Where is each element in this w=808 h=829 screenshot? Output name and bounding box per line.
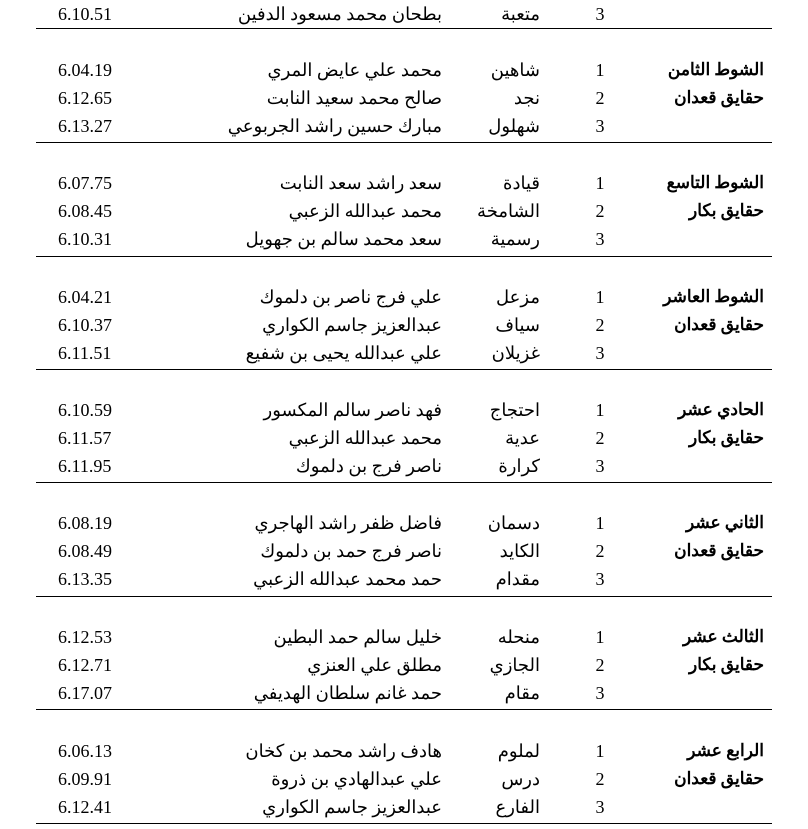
rank-number: 1 [595,60,605,80]
race-category: حقايق بكار [689,428,764,447]
table-row [0,84,808,112]
owner-name: علي عبدالهادي بن ذروة [271,769,442,789]
rank-number: 1 [595,741,605,761]
owner-name: علي فرج ناصر بن دلموك [259,287,442,307]
camel-name: متعبة [501,4,540,24]
rank-number: 1 [595,173,605,193]
section-divider [36,369,772,370]
owner-name: عبدالعزيز جاسم الكواري [262,797,442,817]
race-category: حقايق قعدان [674,88,764,107]
owner-name: فاضل ظفر راشد الهاجري [254,513,442,533]
camel-name: مقام [504,683,540,703]
rank-number: 3 [595,456,605,476]
table-row [0,396,808,424]
rank-number: 1 [595,400,605,420]
section-divider [36,142,772,143]
race-title: الثالث عشر [682,627,764,646]
rank-number: 2 [595,655,605,675]
owner-name: حمد محمد عبدالله الزعبي [253,569,442,589]
race-category: حقايق بكار [689,655,764,674]
rank-number: 2 [595,88,605,108]
race-time: 6.12.65 [58,88,112,108]
rank-number: 3 [595,569,605,589]
rank-number: 2 [595,428,605,448]
owner-name: علي عبدالله يحيى بن شفيع [245,343,442,363]
owner-name: محمد عبدالله الزعبي [288,201,442,221]
camel-name: دسمان [487,513,540,533]
race-time: 6.08.45 [58,201,112,221]
owner-name: سعد محمد سالم بن جهويل [245,229,442,249]
race-time: 6.08.19 [58,513,112,533]
table-row [0,339,808,367]
table-row [0,56,808,84]
owner-name: خليل سالم حمد البطين [273,627,442,647]
camel-name: كرارة [498,456,540,476]
race-time: 6.10.59 [58,400,112,420]
owner-name: هادف راشد محمد بن كخان [245,741,442,761]
table-row [0,737,808,765]
rank-number: 3 [595,343,605,363]
camel-name: نجد [513,88,540,108]
camel-name: منحله [497,627,540,647]
rank-number: 2 [595,769,605,789]
table-row [0,112,808,140]
rank-number: 1 [595,287,605,307]
table-row [0,793,808,821]
race-time: 6.13.27 [58,116,112,136]
owner-name: عبدالعزيز جاسم الكواري [262,315,442,335]
camel-name: درس [501,769,540,789]
race-category: حقايق قعدان [674,769,764,788]
camel-name: قيادة [503,173,540,193]
section-divider [36,256,772,257]
race-time: 6.12.53 [58,627,112,647]
owner-name: صالح محمد سعيد النابت [266,88,442,108]
rank-number: 2 [595,201,605,221]
table-row [0,651,808,679]
table-row [0,765,808,793]
camel-name: مزعل [496,287,540,307]
owner-name: محمد عبدالله الزعبي [288,428,442,448]
race-title: الحادي عشر [678,400,764,419]
camel-name: الكايد [499,541,540,561]
race-time: 6.07.75 [58,173,112,193]
rank-number: 3 [595,797,605,817]
table-row [0,424,808,452]
rank-number: 3 [595,116,605,136]
race-time: 6.06.13 [58,741,112,761]
section-divider [36,709,772,710]
camel-name: الفارع [495,797,540,817]
race-time: 6.17.07 [58,683,112,703]
race-time: 6.10.37 [58,315,112,335]
camel-name: لملوم [497,741,540,761]
table-row [0,283,808,311]
race-time: 6.09.91 [58,769,112,789]
table-row [0,509,808,537]
owner-name: ناصر فرج حمد بن دلموك [260,541,442,561]
table-row [0,311,808,339]
camel-name: الشامخة [477,201,540,221]
owner-name: بطحان محمد مسعود الدفين [237,4,442,24]
camel-name: سياف [495,315,540,335]
race-time: 6.04.19 [58,60,112,80]
table-row [0,197,808,225]
table-row [0,0,808,28]
race-time: 6.04.21 [58,287,112,307]
table-row [0,565,808,593]
race-category: حقايق قعدان [674,315,764,334]
camel-name: غزيلان [491,343,540,363]
section-divider [36,823,772,824]
table-row [0,623,808,651]
owner-name: محمد علي عايض المري [267,60,442,80]
camel-name: مقدام [495,569,540,589]
race-time: 6.13.35 [58,569,112,589]
race-time: 6.11.57 [58,428,112,448]
race-title: الشوط العاشر [663,287,764,306]
race-time: 6.11.51 [58,343,112,363]
camel-name: شهلول [488,116,540,136]
race-title: الشوط التاسع [666,173,764,192]
rank-number: 3 [595,4,605,24]
section-divider [36,482,772,483]
table-row [0,679,808,707]
race-time: 6.12.41 [58,797,112,817]
race-category: حقايق بكار [689,201,764,220]
rank-number: 3 [595,229,605,249]
race-time: 6.12.71 [58,655,112,675]
camel-name: عدية [505,428,540,448]
table-row [0,169,808,197]
race-time: 6.11.95 [58,456,112,476]
rank-number: 1 [595,513,605,533]
camel-name: الجازي [489,655,540,675]
camel-name: شاهين [490,60,540,80]
race-time: 6.10.51 [58,4,112,24]
rank-number: 2 [595,541,605,561]
owner-name: حمد غانم سلطان الهديفي [253,683,442,703]
section-divider [36,28,772,29]
camel-name: احتجاج [489,400,540,420]
table-row [0,537,808,565]
race-title: الرابع عشر [687,741,764,760]
owner-name: فهد ناصر سالم المكسور [263,400,442,420]
owner-name: سعد راشد سعد النابت [279,173,442,193]
rank-number: 1 [595,627,605,647]
race-category: حقايق قعدان [674,541,764,560]
camel-name: رسمية [490,229,540,249]
owner-name: مطلق علي العنزي [307,655,442,675]
section-divider [36,596,772,597]
race-title: الثاني عشر [685,513,764,532]
race-title: الشوط الثامن [667,60,764,79]
owner-name: مبارك حسين راشد الجربوعي [227,116,442,136]
rank-number: 2 [595,315,605,335]
rank-number: 3 [595,683,605,703]
table-row [0,452,808,480]
owner-name: ناصر فرج بن دلموك [295,456,442,476]
race-time: 6.10.31 [58,229,112,249]
race-time: 6.08.49 [58,541,112,561]
table-row [0,225,808,253]
